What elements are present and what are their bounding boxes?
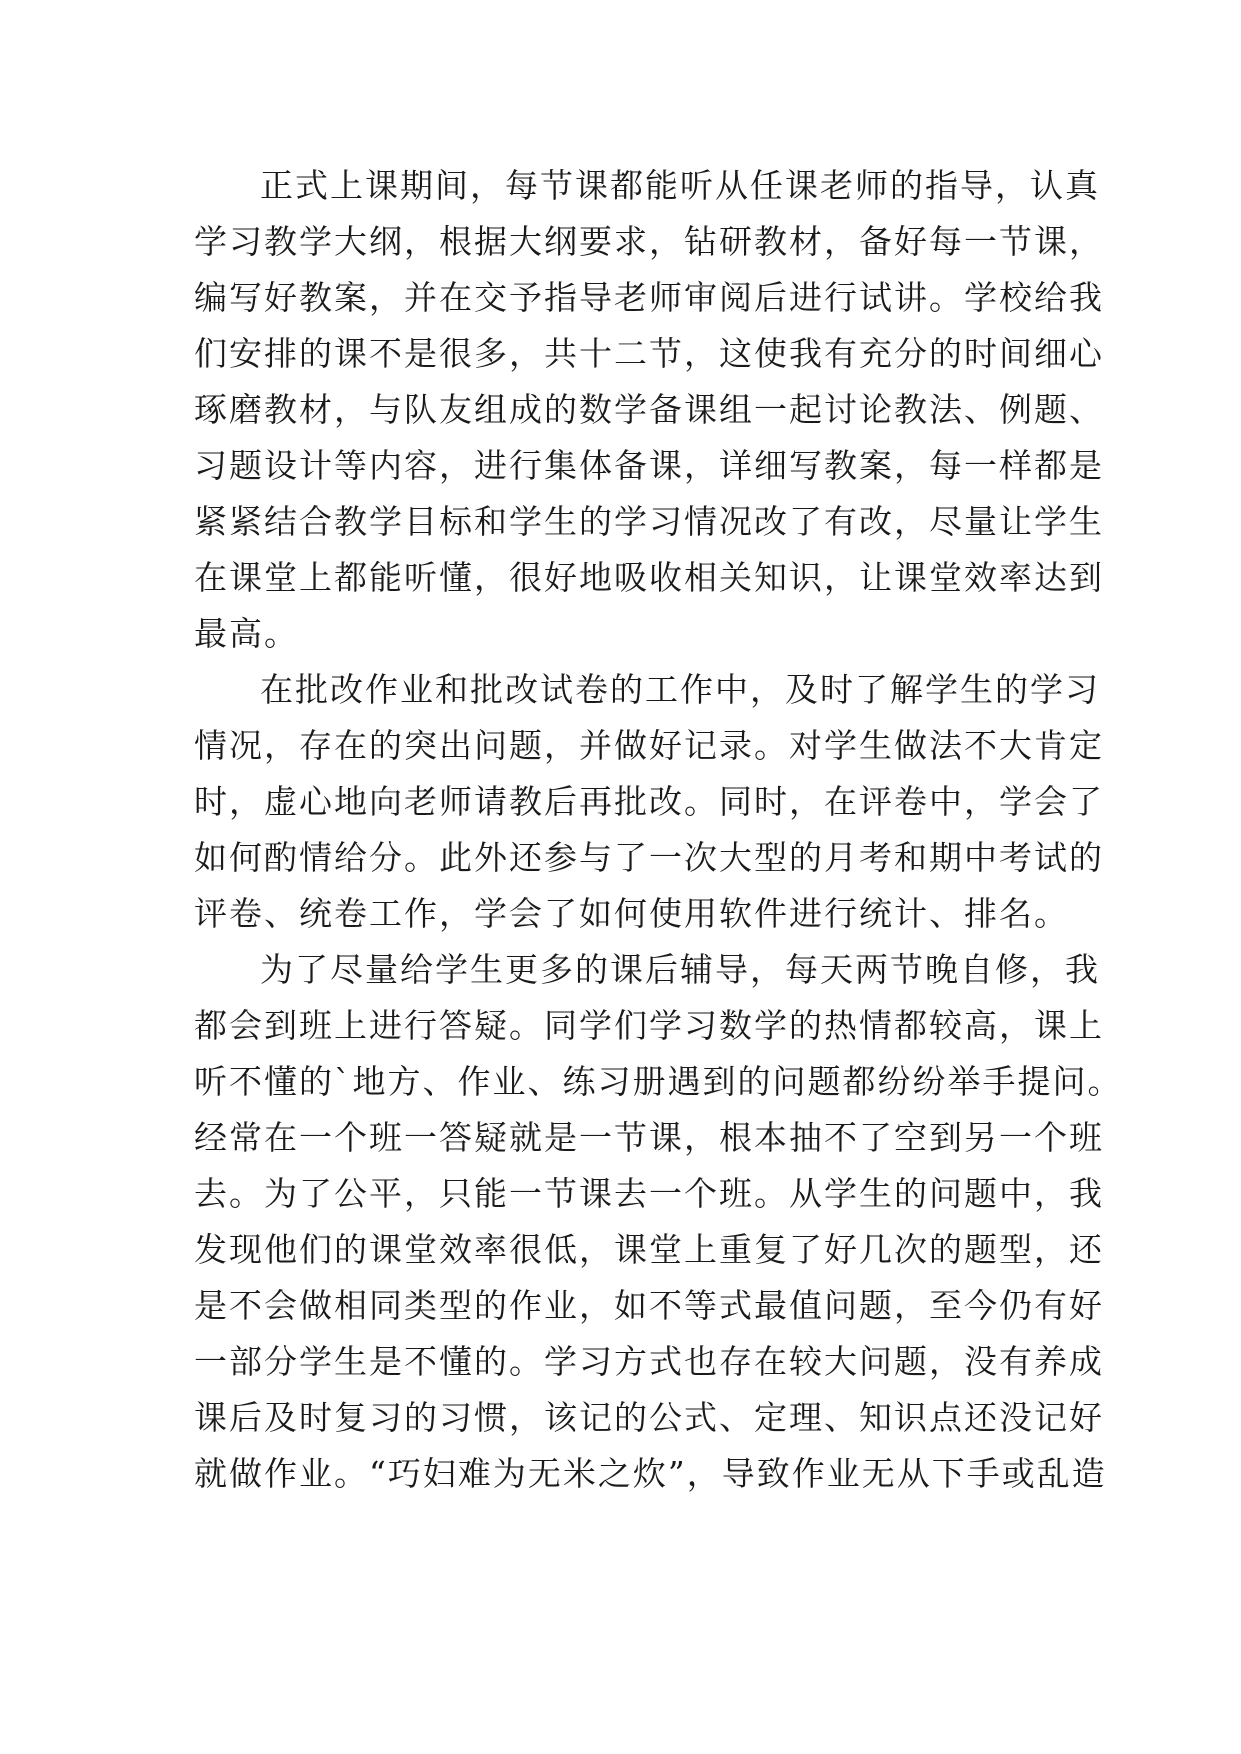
paragraph-3-line-7: 是不会做相同类型的作业，如不等式最值问题，至今仍有好 xyxy=(194,1286,1104,1325)
paragraph-3-line-8: 一部分学生是不懂的。学习方式也存在较大问题，没有养成 xyxy=(194,1342,1104,1381)
paragraph-2-line-3: 时，虚心地向老师请教后再批改。同时，在评卷中，学会了 xyxy=(194,782,1104,821)
document-body xyxy=(194,158,1123,1502)
paragraph-1-line-9: 最高。 xyxy=(194,614,299,653)
paragraph-3-line-9: 课后及时复习的习惯，该记的公式、定理、知识点还没记好 xyxy=(194,1398,1104,1437)
paragraph-3-line-4: 经常在一个班一答疑就是一节课，根本抽不了空到另一个班 xyxy=(194,1118,1104,1157)
paragraph-3-line-3: 听不懂的`地方、作业、练习册遇到的问题都纷纷举手提问。 xyxy=(194,1062,1123,1101)
paragraph-1-line-1: 正式上课期间，每节课都能听从任课老师的指导，认真 xyxy=(260,166,1100,205)
paragraph-1-line-2: 学习教学大纲，根据大纲要求，钻研教材，备好每一节课， xyxy=(194,222,1104,261)
paragraph-3-line-10: 就做作业。“巧妇难为无米之炊”，导致作业无从下手或乱造 xyxy=(194,1454,1107,1493)
paragraph-3-line-6: 发现他们的课堂效率很低，课堂上重复了好几次的题型，还 xyxy=(194,1230,1104,1269)
paragraph-1-line-7: 紧紧结合教学目标和学生的学习情况改了有改，尽量让学生 xyxy=(194,502,1104,541)
paragraph-2-line-2: 情况，存在的突出问题，并做好记录。对学生做法不大肯定 xyxy=(194,726,1104,765)
paragraph-1-line-6: 习题设计等内容，进行集体备课，详细写教案，每一样都是 xyxy=(194,446,1104,485)
paragraph-1-line-4: 们安排的课不是很多，共十二节，这使我有充分的时间细心 xyxy=(194,334,1104,373)
paragraph-3-line-5: 去。为了公平，只能一节课去一个班。从学生的问题中，我 xyxy=(194,1174,1104,1213)
paragraph-3-line-1: 为了尽量给学生更多的课后辅导，每天两节晚自修，我 xyxy=(260,950,1100,989)
paragraph-2-line-4: 如何酌情给分。此外还参与了一次大型的月考和期中考试的 xyxy=(194,838,1104,877)
paragraph-2-line-1: 在批改作业和批改试卷的工作中，及时了解学生的学习 xyxy=(260,670,1100,709)
paragraph-1-line-8: 在课堂上都能听懂，很好地吸收相关知识，让课堂效率达到 xyxy=(194,558,1104,597)
paragraph-1-line-3: 编写好教案，并在交予指导老师审阅后进行试讲。学校给我 xyxy=(194,278,1104,317)
paragraph-2-line-5: 评卷、统卷工作，学会了如何使用软件进行统计、排名。 xyxy=(194,894,1069,933)
paragraph-1-line-5: 琢磨教材，与队友组成的数学备课组一起讨论教法、例题、 xyxy=(194,390,1104,429)
paragraph-3-line-2: 都会到班上进行答疑。同学们学习数学的热情都较高，课上 xyxy=(194,1006,1104,1045)
